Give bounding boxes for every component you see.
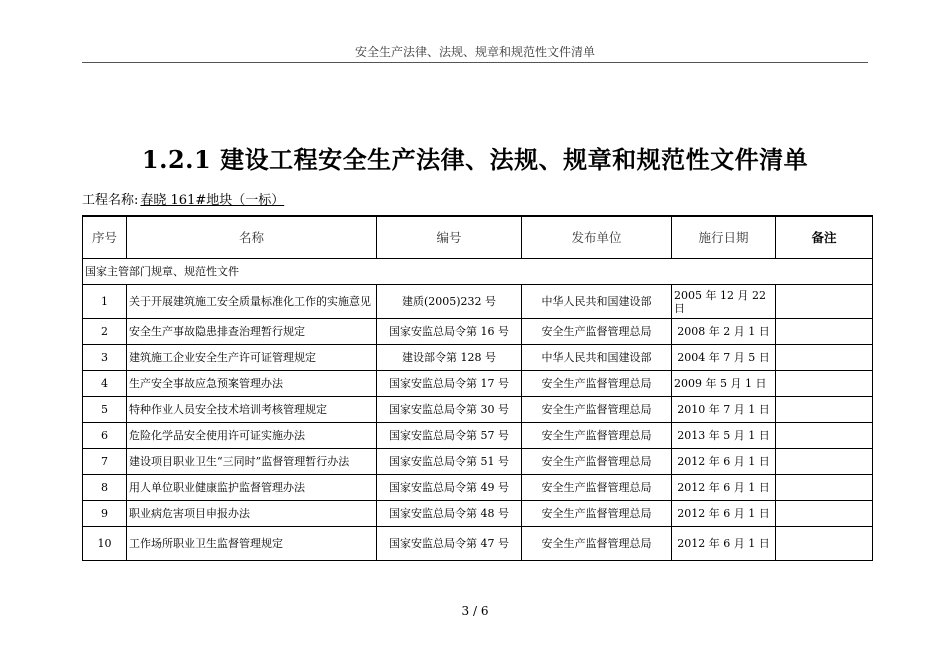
row-date: 2013 年 5 月 1 日 — [672, 423, 776, 449]
header-code: 编号 — [377, 216, 522, 259]
table-row — [83, 501, 873, 527]
header-note: 备注 — [776, 216, 873, 259]
row-code: 国家安监总局令第 57 号 — [377, 423, 522, 449]
row-name: 特种作业人员安全技术培训考核管理规定 — [127, 397, 377, 423]
header-rule — [82, 62, 868, 63]
row-no: 8 — [83, 475, 127, 501]
row-note — [776, 475, 873, 501]
row-no: 9 — [83, 501, 127, 527]
row-code: 国家安监总局令第 48 号 — [377, 501, 522, 527]
row-issuer: 安全生产监督管理总局 — [522, 501, 672, 527]
table-header-row — [83, 216, 873, 259]
document-title: 1.2.1 建设工程安全生产法律、法规、规章和规范性文件清单 — [141, 145, 809, 174]
row-issuer: 中华人民共和国建设部 — [522, 285, 672, 319]
page-number: 3 / 6 — [461, 604, 489, 618]
table-row — [83, 285, 873, 319]
row-note — [776, 527, 873, 561]
row-name: 关于开展建筑施工安全质量标准化工作的实施意见 — [127, 285, 377, 319]
table-row — [83, 345, 873, 371]
section-row — [83, 259, 873, 285]
row-date: 2012 年 6 月 1 日 — [672, 475, 776, 501]
row-issuer: 安全生产监督管理总局 — [522, 423, 672, 449]
row-note — [776, 345, 873, 371]
header-name: 名称 — [127, 216, 377, 259]
row-issuer: 安全生产监督管理总局 — [522, 475, 672, 501]
table-row — [83, 397, 873, 423]
row-name: 安全生产事故隐患排查治理暂行规定 — [127, 319, 377, 345]
row-no: 2 — [83, 319, 127, 345]
row-date: 2012 年 6 月 1 日 — [672, 527, 776, 561]
row-issuer: 安全生产监督管理总局 — [522, 319, 672, 345]
row-note — [776, 501, 873, 527]
row-issuer: 安全生产监督管理总局 — [522, 397, 672, 423]
row-note — [776, 371, 873, 397]
row-date: 2004 年 7 月 5 日 — [672, 345, 776, 371]
page-header: 安全生产法律、法规、规章和规范性文件清单 — [354, 45, 595, 59]
table-row — [83, 449, 873, 475]
project-line — [82, 189, 284, 208]
row-date: 2012 年 6 月 1 日 — [672, 501, 776, 527]
row-date: 2008 年 2 月 1 日 — [672, 319, 776, 345]
row-code: 国家安监总局令第 49 号 — [377, 475, 522, 501]
row-code: 国家安监总局令第 17 号 — [377, 371, 522, 397]
table-row — [83, 319, 873, 345]
row-no: 6 — [83, 423, 127, 449]
row-no: 1 — [83, 285, 127, 319]
row-date: 2009 年 5 月 1 日 — [672, 371, 776, 397]
row-code: 国家安监总局令第 30 号 — [377, 397, 522, 423]
row-note — [776, 397, 873, 423]
header-issuer: 发布单位 — [522, 216, 672, 259]
row-code: 建质(2005)232 号 — [377, 285, 522, 319]
row-note — [776, 423, 873, 449]
row-name: 危险化学品安全使用许可证实施办法 — [127, 423, 377, 449]
row-name: 工作场所职业卫生监督管理规定 — [127, 527, 377, 561]
row-issuer: 安全生产监督管理总局 — [522, 449, 672, 475]
row-no: 3 — [83, 345, 127, 371]
row-no: 7 — [83, 449, 127, 475]
row-name: 生产安全事故应急预案管理办法 — [127, 371, 377, 397]
row-issuer: 安全生产监督管理总局 — [522, 527, 672, 561]
section-label: 国家主管部门规章、规范性文件 — [83, 259, 873, 285]
header-no: 序号 — [83, 216, 127, 259]
table-row — [83, 475, 873, 501]
row-code: 建设部令第 128 号 — [377, 345, 522, 371]
table-row — [83, 527, 873, 561]
project-label: 工程名称: — [82, 193, 139, 208]
row-code: 国家安监总局令第 47 号 — [377, 527, 522, 561]
row-name: 建设项目职业卫生“三同时”监督管理暂行办法 — [127, 449, 377, 475]
row-no: 10 — [83, 527, 127, 561]
row-date: 2005 年 12 月 22 日 — [672, 285, 776, 319]
header-date: 施行日期 — [672, 216, 776, 259]
project-name: 春晓 161#地块（一标） — [140, 193, 285, 208]
row-date: 2010 年 7 月 1 日 — [672, 397, 776, 423]
row-code: 国家安监总局令第 16 号 — [377, 319, 522, 345]
row-date: 2012 年 6 月 1 日 — [672, 449, 776, 475]
table-row — [83, 423, 873, 449]
row-name: 用人单位职业健康监护监督管理办法 — [127, 475, 377, 501]
row-note — [776, 449, 873, 475]
row-issuer: 中华人民共和国建设部 — [522, 345, 672, 371]
row-issuer: 安全生产监督管理总局 — [522, 371, 672, 397]
row-name: 职业病危害项目申报办法 — [127, 501, 377, 527]
row-name: 建筑施工企业安全生产许可证管理规定 — [127, 345, 377, 371]
row-no: 5 — [83, 397, 127, 423]
table-row — [83, 371, 873, 397]
row-note — [776, 319, 873, 345]
row-note — [776, 285, 873, 319]
row-no: 4 — [83, 371, 127, 397]
row-code: 国家安监总局令第 51 号 — [377, 449, 522, 475]
regulation-table — [82, 215, 873, 561]
